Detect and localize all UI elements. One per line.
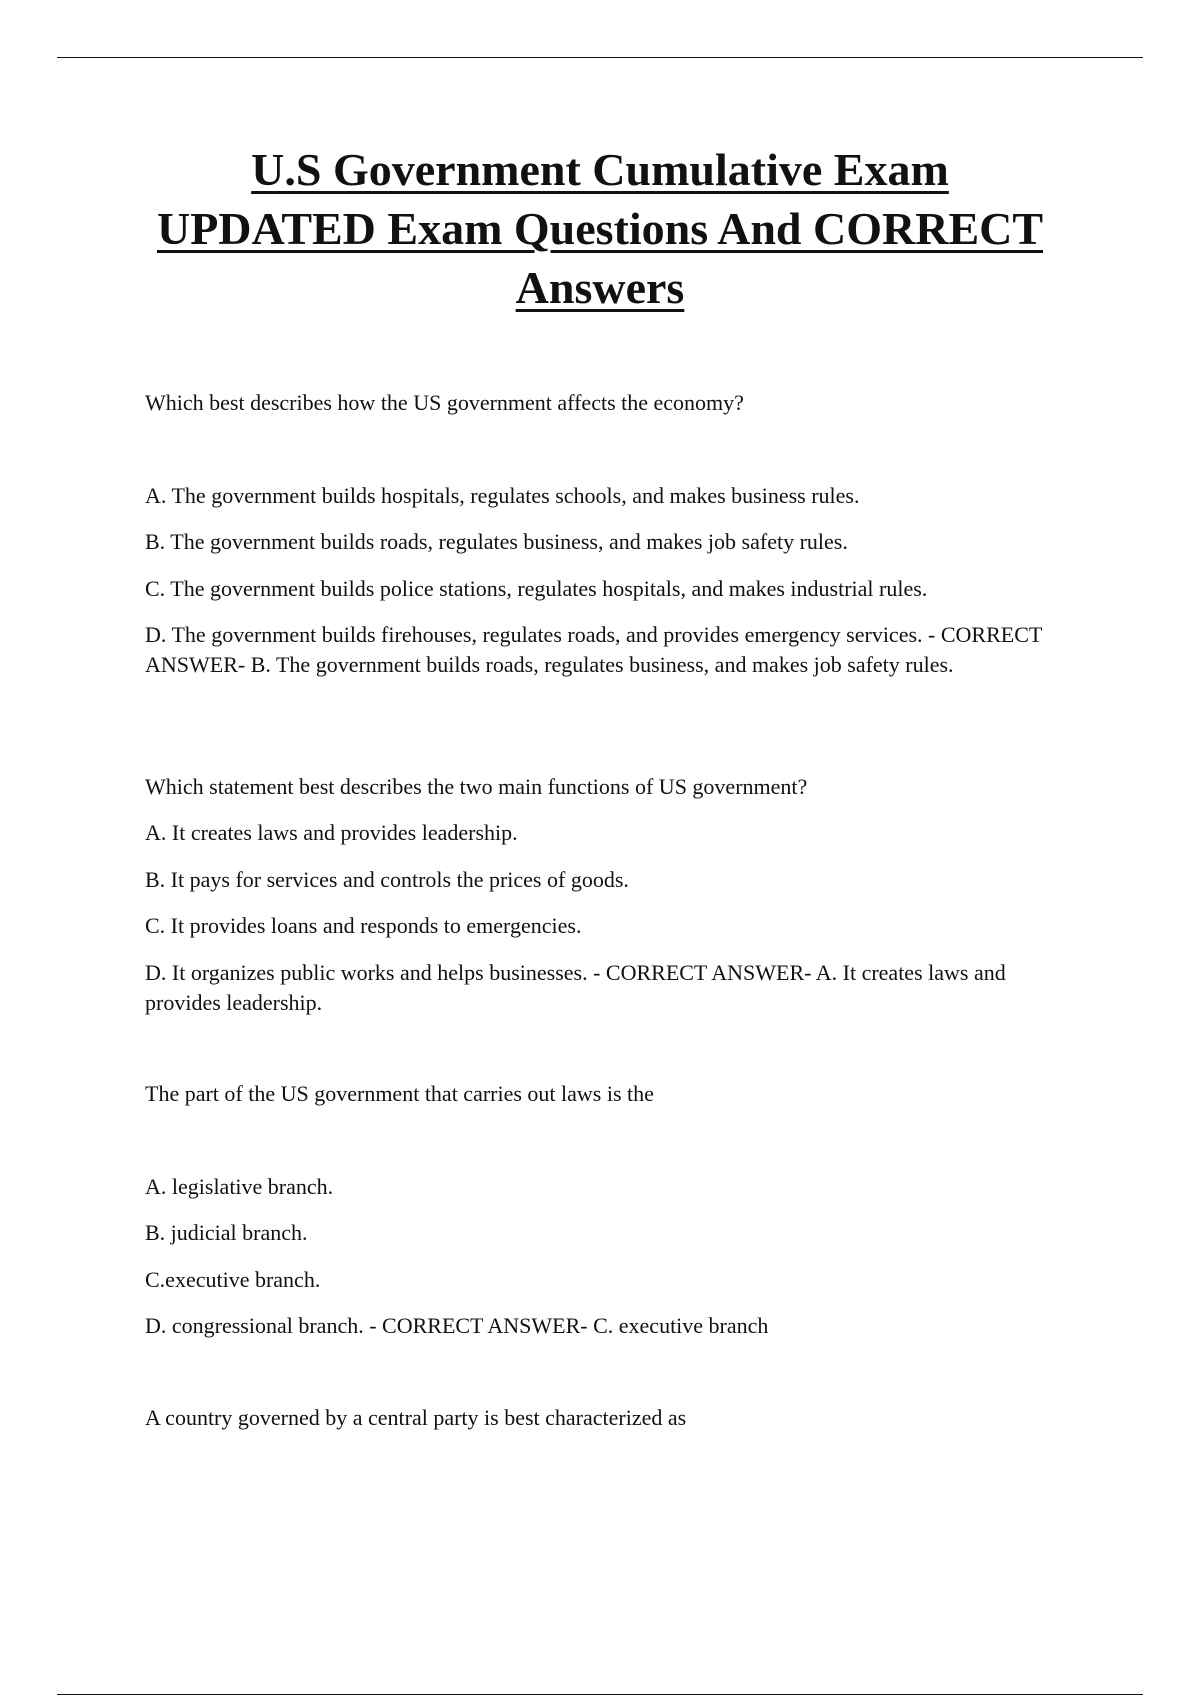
- title-line-1: U.S Government Cumulative Exam: [251, 144, 949, 195]
- question-2-text: Which statement best describes the two main functions of US government?: [145, 774, 808, 799]
- question-3-option-c: C.executive branch.: [145, 1267, 321, 1292]
- question-1-text: Which best describes how the US government affects the economy?: [145, 390, 744, 415]
- question-4-text: A country governed by a central party is best characterized as: [145, 1405, 687, 1430]
- question-3-option-d-answer: D. congressional branch. - CORRECT ANSWER- C. executive branch: [145, 1313, 769, 1338]
- top-rule: [57, 57, 1143, 58]
- title-line-3: Answers: [515, 262, 685, 313]
- question-2-option-c: C. It provides loans and responds to emergencies.: [145, 913, 582, 938]
- question-1-option-d-answer: D. The government builds firehouses, regulates roads, and provides emergency services. - CORRECT ANSWER- B. The government builds roads, regulates business, and makes job safety rules.: [145, 622, 1042, 677]
- question-1-option-a: A. The government builds hospitals, regulates schools, and makes business rules.: [145, 483, 860, 508]
- document-title: [100, 140, 1100, 317]
- question-2-option-b: B. It pays for services and controls the prices of goods.: [145, 867, 629, 892]
- question-2-option-a: A. It creates laws and provides leadership.: [145, 820, 518, 845]
- question-1-option-c: C. The government builds police stations, regulates hospitals, and makes industrial rules.: [145, 576, 928, 601]
- question-2-option-d-answer: D. It organizes public works and helps businesses. - CORRECT ANSWER- A. It creates laws and provides leadership.: [145, 960, 1006, 1015]
- title-line-2: UPDATED Exam Questions And CORRECT: [156, 203, 1044, 254]
- question-3-option-a: A. legislative branch.: [145, 1174, 334, 1199]
- question-1-option-b: B. The government builds roads, regulates business, and makes job safety rules.: [145, 529, 848, 554]
- question-3-text: The part of the US government that carries out laws is the: [145, 1081, 654, 1106]
- question-3-option-b: B. judicial branch.: [145, 1220, 308, 1245]
- bottom-rule: [57, 1694, 1143, 1695]
